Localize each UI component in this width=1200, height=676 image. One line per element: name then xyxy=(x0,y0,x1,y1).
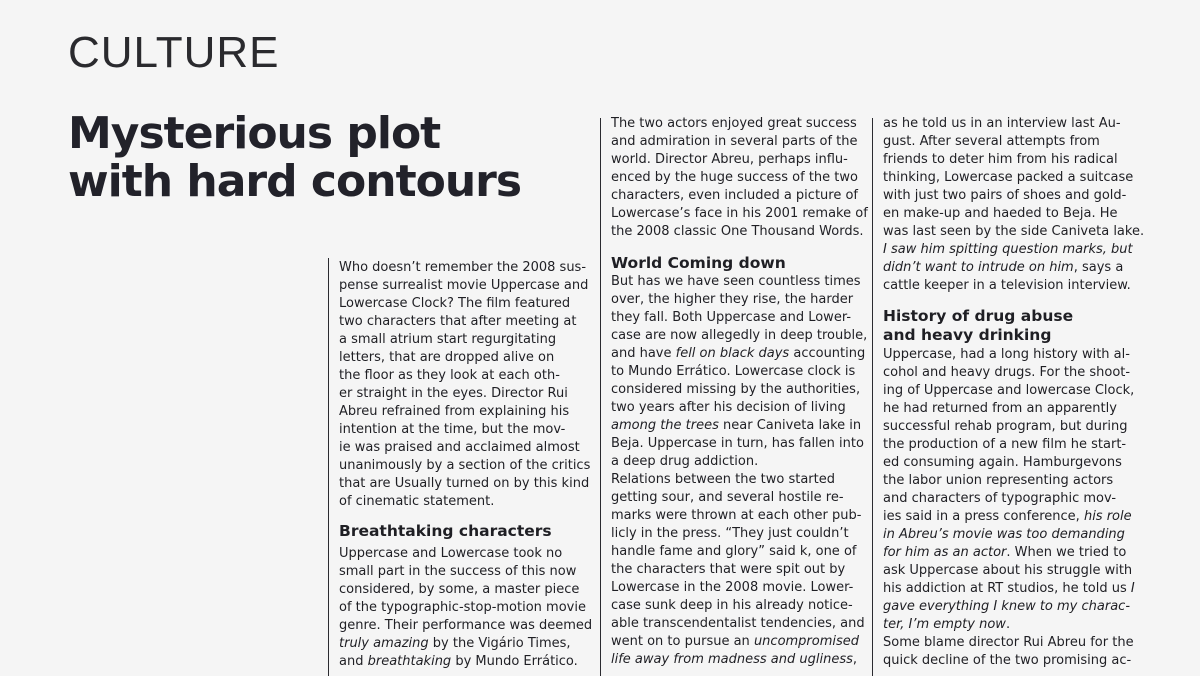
text-line: small part in the success of this now xyxy=(339,564,577,579)
subheading: Breathtaking characters xyxy=(339,522,552,540)
text-line xyxy=(339,653,597,671)
text-line: world. Director Abreu, perhaps influ- xyxy=(611,152,848,167)
emphasis: life away from madness and ugliness xyxy=(611,652,853,667)
emphasis: his role xyxy=(1083,509,1132,524)
text-line: intention at the time, but the mov- xyxy=(339,422,566,437)
text-line: Relations between the two started xyxy=(611,472,835,487)
text-line: But has we have seen countless times xyxy=(611,274,861,289)
text-line: case sunk deep in his already notice- xyxy=(611,598,853,613)
text-line: enced by the huge success of the two xyxy=(611,170,858,185)
text-line: unanimously by a section of the critics xyxy=(339,458,591,473)
emphasis: ter, I’m empty now xyxy=(883,617,1006,632)
emphasis: truly amazing xyxy=(339,636,429,651)
text-line xyxy=(883,598,1143,616)
text: and xyxy=(339,654,368,669)
text-line: friends to deter him from his radical xyxy=(883,152,1118,167)
emphasis: gave everything I knew to my charac- xyxy=(883,599,1131,614)
text: , xyxy=(852,652,858,667)
text-line: Uppercase, had a long history with al- xyxy=(883,347,1130,362)
text-line: cohol and heavy drugs. For the shoot- xyxy=(883,365,1131,380)
text-line xyxy=(883,241,1143,259)
text-line xyxy=(883,526,1143,544)
paragraph xyxy=(339,259,597,511)
text-line: was last seen by the side Caniveta lake. xyxy=(883,224,1145,239)
text-line xyxy=(883,616,1143,634)
text-line: ing of Uppercase and lowercase Clock, xyxy=(883,383,1135,398)
text-line: ask Uppercase about his struggle with xyxy=(883,563,1133,578)
paragraph xyxy=(339,545,597,671)
text-line xyxy=(883,544,1143,562)
text-line xyxy=(883,508,1143,526)
text-line: he had returned from an apparently xyxy=(883,401,1117,416)
column-rule xyxy=(600,118,601,676)
text-line: getting sour, and several hostile re- xyxy=(611,490,844,505)
text-line: the characters that were spit out by xyxy=(611,562,846,577)
paragraph xyxy=(611,471,869,669)
text-line: Lowercase Clock? The film featured xyxy=(339,296,571,311)
text-line: they fall. Both Uppercase and Lower- xyxy=(611,310,852,325)
text-line xyxy=(339,635,597,653)
text-line: able transcendentalist tendencies, and xyxy=(611,616,865,631)
paragraph xyxy=(611,115,869,241)
text-line: ed consuming again. Hamburgevons xyxy=(883,455,1122,470)
text-line: Uppercase and Lowercase took no xyxy=(339,546,563,561)
text-line: the floor as they look at each oth- xyxy=(339,368,560,383)
emphasis: didn’t want to intrude on him xyxy=(883,260,1074,275)
article-column-1 xyxy=(339,259,597,671)
text: , says a xyxy=(1073,260,1124,275)
text-line: thinking, Lowercase packed a suitcase xyxy=(883,170,1134,185)
text-line: that are Usually turned on by this kind xyxy=(339,476,590,491)
text-line: Who doesn’t remember the 2008 sus- xyxy=(339,260,587,275)
text-line: a deep drug addiction. xyxy=(611,454,759,469)
text-line: considered missing by the authorities, xyxy=(611,382,861,397)
text-line: the production of a new film he start- xyxy=(883,437,1127,452)
text-line: Beja. Uppercase in turn, has fallen into xyxy=(611,436,864,451)
text: and have xyxy=(611,346,676,361)
text-line: and characters of typographic mov- xyxy=(883,491,1117,506)
paragraph xyxy=(883,115,1143,295)
headline-line: with hard contours xyxy=(68,156,522,207)
text-line: successful rehab program, but during xyxy=(883,419,1128,434)
emphasis: I saw him spitting question marks, but xyxy=(883,242,1133,257)
article-column-2 xyxy=(611,115,869,669)
text-line: Lowercase in the 2008 movie. Lower- xyxy=(611,580,854,595)
text-line: with just two pairs of shoes and gold- xyxy=(883,188,1127,203)
article-column-3 xyxy=(883,115,1143,670)
paragraph xyxy=(883,634,1143,670)
text: by the Vigário Times, xyxy=(428,636,571,651)
text: . When we tried to xyxy=(1006,545,1127,560)
text-line: two years after his decision of living xyxy=(611,400,846,415)
text-line: er straight in the eyes. Director Rui xyxy=(339,386,568,401)
emphasis: uncompromised xyxy=(753,634,860,649)
text-line: Abreu refrained from explaining his xyxy=(339,404,570,419)
text-line xyxy=(883,259,1143,277)
text-line: gust. After several attempts from xyxy=(883,134,1100,149)
text-line: over, the higher they rise, the harder xyxy=(611,292,854,307)
emphasis: among the trees xyxy=(611,418,719,433)
text-line xyxy=(611,633,869,651)
text-line xyxy=(611,651,869,669)
text: accounting xyxy=(789,346,866,361)
text-line: characters, even included a picture of xyxy=(611,188,858,203)
column-rule xyxy=(328,258,329,676)
text-line xyxy=(883,580,1143,598)
text-line: Some blame director Rui Abreu for the xyxy=(883,635,1134,650)
text: his addiction at RT studios, he told us xyxy=(883,581,1131,596)
text: went on to pursue an xyxy=(611,634,754,649)
emphasis: fell on black days xyxy=(675,346,790,361)
text-line: a small atrium start regurgitating xyxy=(339,332,557,347)
text-line: The two actors enjoyed great success xyxy=(611,116,857,131)
text-line: en make-up and haeded to Beja. He xyxy=(883,206,1118,221)
text-line: to Mundo Errático. Lowercase clock is xyxy=(611,364,856,379)
headline-line: Mysterious plot xyxy=(68,108,441,159)
subheading: World Coming down xyxy=(611,254,786,272)
subheading-line: History of drug abuse xyxy=(883,307,1074,325)
text: near Caniveta lake in xyxy=(718,418,862,433)
subheading-line: and heavy drinking xyxy=(883,326,1052,344)
text: . xyxy=(1005,617,1011,632)
headline xyxy=(68,110,568,206)
text-line xyxy=(611,345,869,363)
section-label: CULTURE xyxy=(68,28,280,77)
text-line: case are now allegedly in deep trouble, xyxy=(611,328,868,343)
text-line: two characters that after meeting at xyxy=(339,314,577,329)
text-line: marks were thrown at each other pub- xyxy=(611,508,862,523)
subheading xyxy=(883,307,1143,345)
text-line: ie was praised and acclaimed almost xyxy=(339,440,580,455)
paragraph xyxy=(611,273,869,471)
emphasis: breathtaking xyxy=(367,654,452,669)
text-line: the 2008 classic One Thousand Words. xyxy=(611,224,864,239)
text-line: licly in the press. “They just couldn’t xyxy=(611,526,849,541)
text-line xyxy=(611,417,869,435)
text: by Mundo Errático. xyxy=(451,654,578,669)
text-line: Lowercase’s face in his 2001 remake of xyxy=(611,206,868,221)
text-line: and admiration in several parts of the xyxy=(611,134,858,149)
text-line: genre. Their performance was deemed xyxy=(339,618,593,633)
emphasis: in Abreu’s movie was too demanding xyxy=(883,527,1125,542)
text-line: handle fame and glory” said k, one of xyxy=(611,544,857,559)
text-line: as he told us in an interview last Au- xyxy=(883,116,1121,131)
text-line: considered, by some, a master piece xyxy=(339,582,580,597)
text-line: of cinematic statement. xyxy=(339,494,495,509)
text-line: pense surrealist movie Uppercase and xyxy=(339,278,589,293)
text-line: cattle keeper in a television interview. xyxy=(883,278,1131,293)
text: ies said in a press conference, xyxy=(883,509,1084,524)
text-line: letters, that are dropped alive on xyxy=(339,350,555,365)
paragraph xyxy=(883,346,1143,634)
text-line: of the typographic-stop-motion movie xyxy=(339,600,586,615)
emphasis: I xyxy=(1130,581,1135,596)
column-rule xyxy=(872,118,873,676)
text-line: the labor union representing actors xyxy=(883,473,1114,488)
text-line: quick decline of the two promising ac- xyxy=(883,653,1132,668)
emphasis: for him as an actor xyxy=(883,545,1007,560)
